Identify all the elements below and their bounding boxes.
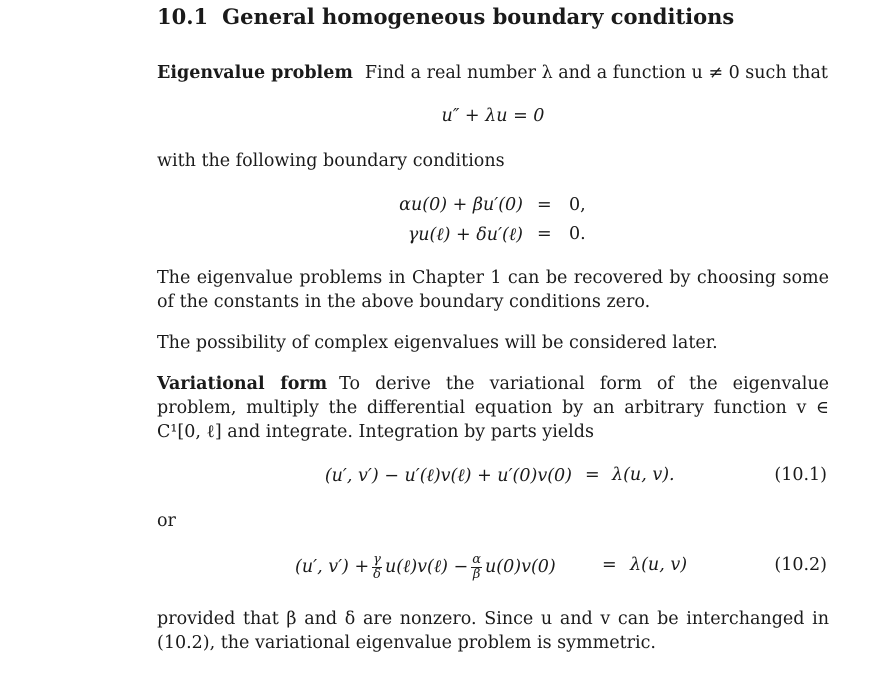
eigen-intro-text: Find a real number λ and a function u ≠ 0 such that	[364, 63, 828, 83]
equation-10-2	[157, 545, 829, 585]
frac2-numerator: α	[472, 552, 482, 567]
eigen-heading: Eigenvalue problem	[157, 63, 353, 83]
eq1-number: (10.1)	[774, 465, 827, 485]
section-number: 10.1	[157, 4, 209, 29]
bc2-equals: =	[537, 224, 552, 244]
or-text: or	[157, 511, 176, 531]
bc-intro-text: with the following boundary conditions	[157, 151, 505, 171]
bc1-equals: =	[537, 195, 552, 215]
closing-text: provided that β and δ are nonzero. Since u and v can be interchanged in (10.2), the variational eigenvalue problem is symmetric.	[157, 609, 829, 653]
eq2-number: (10.2)	[774, 555, 827, 575]
bc1-rhs: 0,	[569, 195, 586, 215]
bc1-lhs: αu(0) + βu′(0)	[399, 195, 523, 215]
frac2-denominator: β	[472, 567, 481, 582]
eq1-lhs: (u′, v′) − u′(ℓ)v(ℓ) + u′(0)v(0)	[324, 466, 572, 486]
closing-paragraph	[157, 607, 829, 655]
bc2-lhs: γu(ℓ) + δu′(ℓ)	[407, 225, 523, 245]
eq2-part2: u(ℓ)v(ℓ) −	[384, 557, 469, 577]
complex-text: The possibility of complex eigenvalues will be considered later.	[157, 333, 718, 353]
section-heading	[157, 4, 734, 29]
eq2-part3: u(0)v(0)	[485, 557, 556, 577]
eq2-equals: =	[602, 555, 617, 575]
complex-paragraph	[157, 331, 829, 355]
bc-intro-paragraph	[157, 149, 829, 173]
or-line	[157, 509, 829, 533]
gamma-over-delta	[372, 553, 382, 582]
recover-text: The eigenvalue problems in Chapter 1 can be recovered by choosing some of the constants in the above boundary conditions zero.	[157, 268, 829, 312]
frac1-numerator: γ	[373, 552, 381, 567]
bc2-rhs: 0.	[569, 224, 586, 244]
eq1-rhs: λ(u, v).	[612, 465, 675, 485]
alpha-over-beta	[471, 553, 482, 582]
variational-intro-text: To derive the variational form of the eigenvalue problem, multiply the differential equation by an arbitrary function v ∈ C¹[0, ℓ] and integrate. Integration by parts yields	[157, 374, 829, 442]
eq2-part1: (u′, v′) +	[295, 557, 370, 577]
variational-paragraph	[157, 372, 829, 444]
eq2-lhs	[295, 553, 556, 582]
eigen-equation-text: u″ + λu = 0	[441, 106, 545, 126]
eigen-intro-paragraph	[157, 61, 829, 85]
eq1-equals: =	[585, 465, 600, 485]
eq2-rhs: λ(u, v)	[630, 555, 688, 575]
frac1-denominator: δ	[373, 567, 381, 582]
variational-heading: Variational form	[157, 374, 328, 394]
section-title: General homogeneous boundary conditions	[222, 4, 735, 29]
recover-paragraph	[157, 266, 829, 314]
